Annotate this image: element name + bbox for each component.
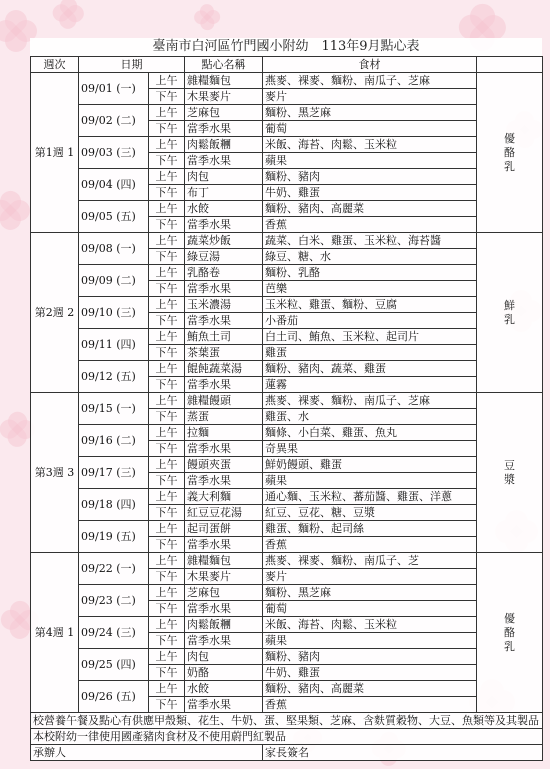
header-row <box>31 57 543 73</box>
time-slot: 上午 <box>149 489 185 505</box>
menu-body <box>31 73 543 713</box>
week-label: 第2週 2 <box>31 233 79 393</box>
header-snack-name: 點心名稱 <box>185 57 263 73</box>
dairy-drink: 豆 漿 <box>477 393 543 553</box>
ingredients-cell: 葡萄 <box>263 601 477 617</box>
menu-row <box>31 521 543 537</box>
ingredients-cell: 芭樂 <box>263 281 477 297</box>
time-slot: 下午 <box>149 569 185 585</box>
date-cell: 09/01 (一) <box>79 73 149 105</box>
ingredients-cell: 米飯、海苔、肉鬆、玉米粒 <box>263 137 477 153</box>
snack-name: 當季水果 <box>185 377 263 393</box>
snack-name: 茶葉蛋 <box>185 345 263 361</box>
snack-name: 雜糧饅頭 <box>185 393 263 409</box>
time-slot: 上午 <box>149 425 185 441</box>
time-slot: 上午 <box>149 329 185 345</box>
date-cell: 09/22 (一) <box>79 553 149 585</box>
time-slot: 上午 <box>149 137 185 153</box>
pork-note-row <box>31 729 543 745</box>
ingredients-cell: 牛奶、雞蛋 <box>263 185 477 201</box>
date-cell: 09/04 (四) <box>79 169 149 201</box>
time-slot: 下午 <box>149 217 185 233</box>
ingredients-cell: 通心麵、玉米粒、蕃茄醬、雞蛋、洋蔥 <box>263 489 477 505</box>
ingredients-cell: 雞蛋 <box>263 345 477 361</box>
snack-name: 當季水果 <box>185 281 263 297</box>
header-week: 週次 <box>31 57 79 73</box>
menu-row <box>31 169 543 185</box>
time-slot: 上午 <box>149 681 185 697</box>
snack-name: 芝麻包 <box>185 105 263 121</box>
menu-row <box>31 681 543 697</box>
ingredients-cell: 米飯、海苔、肉鬆、玉米粒 <box>263 617 477 633</box>
snack-name: 當季水果 <box>185 601 263 617</box>
date-cell: 09/19 (五) <box>79 521 149 553</box>
snack-name: 拉麵 <box>185 425 263 441</box>
snack-name: 當季水果 <box>185 633 263 649</box>
date-cell: 09/16 (二) <box>79 425 149 457</box>
date-cell: 09/24 (三) <box>79 617 149 649</box>
menu-row <box>31 457 543 473</box>
snack-name: 當季水果 <box>185 473 263 489</box>
ingredients-cell: 麵粉、黑芝麻 <box>263 105 477 121</box>
ingredients-cell: 蘋果 <box>263 153 477 169</box>
menu-row <box>31 361 543 377</box>
time-slot: 下午 <box>149 89 185 105</box>
ingredients-cell: 麵粉、豬肉、高麗菜 <box>263 681 477 697</box>
ingredients-cell: 鮮奶饅頭、雞蛋 <box>263 457 477 473</box>
header-dairy <box>477 57 543 73</box>
ingredients-cell: 白土司、鮪魚、玉米粒、起司片 <box>263 329 477 345</box>
time-slot: 下午 <box>149 153 185 169</box>
time-slot: 上午 <box>149 105 185 121</box>
ingredients-cell: 麥片 <box>263 89 477 105</box>
menu-row <box>31 297 543 313</box>
ingredients-cell: 蘋果 <box>263 473 477 489</box>
snack-name: 雜糧麵包 <box>185 553 263 569</box>
menu-title: 臺南市白河區竹門國小附幼 113年9月點心表 <box>30 38 542 56</box>
allergen-note: 校營養午餐及點心有供應甲殼類、花生、牛奶、蛋、堅果類、芝麻、含麩質穀物、大豆、魚類等及其製品 <box>31 713 543 729</box>
time-slot: 下午 <box>149 537 185 553</box>
snack-name: 肉包 <box>185 169 263 185</box>
ingredients-cell: 麵粉、豬肉 <box>263 649 477 665</box>
time-slot: 下午 <box>149 601 185 617</box>
snack-name: 當季水果 <box>185 153 263 169</box>
snack-name: 肉鬆飯糰 <box>185 617 263 633</box>
week-label: 第4週 1 <box>31 553 79 713</box>
ingredients-cell: 麵粉、豬肉 <box>263 169 477 185</box>
snack-name: 肉鬆飯糰 <box>185 137 263 153</box>
date-cell: 09/11 (四) <box>79 329 149 361</box>
time-slot: 上午 <box>149 649 185 665</box>
snack-name: 木果麥片 <box>185 89 263 105</box>
snack-name: 玉米濃湯 <box>185 297 263 313</box>
pork-note: 本校附幼一律使用國產豬肉食材及不使用蔚門紅製品 <box>31 729 543 745</box>
menu-row <box>31 617 543 633</box>
snack-name: 義大利麵 <box>185 489 263 505</box>
ingredients-cell: 玉米粒、雞蛋、麵粉、豆腐 <box>263 297 477 313</box>
time-slot: 下午 <box>149 121 185 137</box>
time-slot: 上午 <box>149 201 185 217</box>
header-date: 日期 <box>79 57 185 73</box>
ingredients-cell: 香蕉 <box>263 537 477 553</box>
parent-signature-field[interactable]: 家長簽名 <box>263 745 543 761</box>
time-slot: 下午 <box>149 345 185 361</box>
signature-row <box>31 745 543 761</box>
snack-name: 當季水果 <box>185 441 263 457</box>
menu-row <box>31 329 543 345</box>
dairy-drink: 優 酪 乳 <box>477 553 543 713</box>
snack-name: 當季水果 <box>185 537 263 553</box>
snack-name: 綠豆湯 <box>185 249 263 265</box>
snack-name: 水餃 <box>185 201 263 217</box>
menu-row <box>31 233 543 249</box>
ingredients-cell: 麵條、小白菜、雞蛋、魚丸 <box>263 425 477 441</box>
time-slot: 下午 <box>149 409 185 425</box>
time-slot: 上午 <box>149 297 185 313</box>
ingredients-cell: 牛奶、雞蛋 <box>263 665 477 681</box>
time-slot: 上午 <box>149 233 185 249</box>
date-cell: 09/23 (二) <box>79 585 149 617</box>
menu-row <box>31 393 543 409</box>
snack-name: 蔬菜炒飯 <box>185 233 263 249</box>
snack-name: 當季水果 <box>185 313 263 329</box>
menu-row <box>31 73 543 89</box>
snack-name: 當季水果 <box>185 217 263 233</box>
menu-row <box>31 585 543 601</box>
time-slot: 上午 <box>149 585 185 601</box>
ingredients-cell: 麵粉、乳酪 <box>263 265 477 281</box>
handler-signature-field[interactable]: 承辦人 <box>31 745 263 761</box>
snack-name: 蒸蛋 <box>185 409 263 425</box>
date-cell: 09/18 (四) <box>79 489 149 521</box>
snack-menu-sheet <box>30 38 542 761</box>
date-cell: 09/03 (三) <box>79 137 149 169</box>
time-slot: 下午 <box>149 281 185 297</box>
menu-row <box>31 649 543 665</box>
menu-row <box>31 553 543 569</box>
date-cell: 09/05 (五) <box>79 201 149 233</box>
time-slot: 下午 <box>149 377 185 393</box>
ingredients-cell: 燕麥、裸麥、麵粉、南瓜子、芝麻 <box>263 73 477 89</box>
time-slot: 下午 <box>149 185 185 201</box>
ingredients-cell: 麥片 <box>263 569 477 585</box>
time-slot: 上午 <box>149 521 185 537</box>
menu-row <box>31 265 543 281</box>
time-slot: 上午 <box>149 265 185 281</box>
dairy-drink: 鮮 乳 <box>477 233 543 393</box>
ingredients-cell: 麵粉、豬肉、蔬菜、雞蛋 <box>263 361 477 377</box>
ingredients-cell: 雞蛋、麵粉、起司絲 <box>263 521 477 537</box>
week-label: 第1週 1 <box>31 73 79 233</box>
time-slot: 下午 <box>149 441 185 457</box>
time-slot: 上午 <box>149 393 185 409</box>
time-slot: 上午 <box>149 457 185 473</box>
snack-name: 奶酪 <box>185 665 263 681</box>
ingredients-cell: 蘋果 <box>263 633 477 649</box>
time-slot: 下午 <box>149 633 185 649</box>
header-ingredients: 食材 <box>263 57 477 73</box>
snack-name: 當季水果 <box>185 121 263 137</box>
snack-name: 乳酪卷 <box>185 265 263 281</box>
snack-name: 芝麻包 <box>185 585 263 601</box>
time-slot: 上午 <box>149 73 185 89</box>
ingredients-cell: 燕麥、裸麥、麵粉、南瓜子、芝麻 <box>263 393 477 409</box>
snack-name: 饅頭夾蛋 <box>185 457 263 473</box>
snack-name: 紅豆豆花湯 <box>185 505 263 521</box>
ingredients-cell: 燕麥、裸麥、麵粉、南瓜子、芝 <box>263 553 477 569</box>
ingredients-cell: 蔬菜、白米、雞蛋、玉米粒、海苔醬 <box>263 233 477 249</box>
ingredients-cell: 小番茄 <box>263 313 477 329</box>
time-slot: 下午 <box>149 665 185 681</box>
ingredients-cell: 葡萄 <box>263 121 477 137</box>
time-slot: 下午 <box>149 473 185 489</box>
time-slot: 下午 <box>149 505 185 521</box>
snack-name: 木果麥片 <box>185 569 263 585</box>
menu-row <box>31 201 543 217</box>
date-cell: 09/25 (四) <box>79 649 149 681</box>
time-slot: 下午 <box>149 249 185 265</box>
ingredients-cell: 香蕉 <box>263 217 477 233</box>
menu-row <box>31 425 543 441</box>
snack-menu-table <box>30 56 543 761</box>
time-slot: 上午 <box>149 553 185 569</box>
menu-row <box>31 137 543 153</box>
ingredients-cell: 麵粉、豬肉、高麗菜 <box>263 201 477 217</box>
dairy-drink: 優 酪 乳 <box>477 73 543 233</box>
menu-row <box>31 105 543 121</box>
week-label: 第3週 3 <box>31 393 79 553</box>
allergen-note-row <box>31 713 543 729</box>
date-cell: 09/17 (三) <box>79 457 149 489</box>
snack-name: 水餃 <box>185 681 263 697</box>
ingredients-cell: 紅豆、豆花、糖、豆漿 <box>263 505 477 521</box>
ingredients-cell: 雞蛋、水 <box>263 409 477 425</box>
date-cell: 09/02 (二) <box>79 105 149 137</box>
snack-name: 雜糧麵包 <box>185 73 263 89</box>
snack-name: 餛飩蔬菜湯 <box>185 361 263 377</box>
time-slot: 上午 <box>149 361 185 377</box>
ingredients-cell: 奇異果 <box>263 441 477 457</box>
snack-name: 起司蛋餅 <box>185 521 263 537</box>
snack-name: 布丁 <box>185 185 263 201</box>
time-slot: 上午 <box>149 617 185 633</box>
ingredients-cell: 香蕉 <box>263 697 477 713</box>
date-cell: 09/26 (五) <box>79 681 149 713</box>
ingredients-cell: 麵粉、黑芝麻 <box>263 585 477 601</box>
date-cell: 09/10 (三) <box>79 297 149 329</box>
snack-name: 肉包 <box>185 649 263 665</box>
menu-row <box>31 489 543 505</box>
time-slot: 下午 <box>149 313 185 329</box>
ingredients-cell: 綠豆、糖、水 <box>263 249 477 265</box>
date-cell: 09/08 (一) <box>79 233 149 265</box>
date-cell: 09/15 (一) <box>79 393 149 425</box>
date-cell: 09/09 (二) <box>79 265 149 297</box>
ingredients-cell: 蓮霧 <box>263 377 477 393</box>
snack-name: 當季水果 <box>185 697 263 713</box>
time-slot: 下午 <box>149 697 185 713</box>
time-slot: 上午 <box>149 169 185 185</box>
snack-name: 鮪魚土司 <box>185 329 263 345</box>
date-cell: 09/12 (五) <box>79 361 149 393</box>
